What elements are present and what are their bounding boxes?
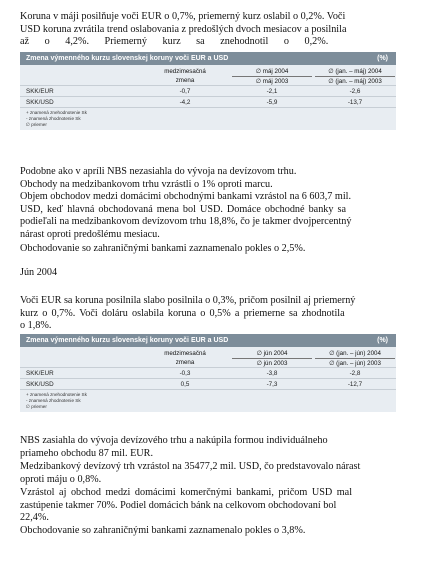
paragraph-may-intro: [20, 11, 396, 49]
header-line: ∅ (jan. – jún) 2004: [315, 349, 395, 359]
paragraph-june-volume: [20, 461, 396, 486]
row-label: SKK/USD: [26, 381, 54, 388]
cell-avg-month: -7,3: [266, 381, 278, 388]
table-column-headers: [20, 347, 396, 367]
column-header-avg-month: [232, 349, 312, 368]
header-line: ∅ jún 2003: [256, 360, 288, 367]
text-line: nárast oproti predošlému mesiacu.: [20, 228, 160, 240]
text-line: Voči EUR sa koruna posilnila slabo posilnila o 0,3%, pričom posilnil aj priemerný: [20, 295, 356, 306]
header-line: zmena: [175, 77, 195, 84]
header-line: medzimesačná: [164, 68, 206, 75]
text-line: 22,4%.: [20, 512, 49, 524]
text-line: Obchody na medzibankovom trhu vzrástli o 1% oproti marcu.: [20, 178, 273, 190]
cell-avg-period: -2,6: [349, 88, 361, 95]
exchange-rate-table-may: [20, 52, 396, 130]
table-title-bar: [20, 52, 396, 65]
text-line: NBS zasiahla do vývoja devízového trhu a nakúpila formou individuálneho: [20, 435, 328, 446]
text-line: Medzibankový devízový trh vzrástol na 35477,2 mil. USD, čo predstavovalo nárast: [20, 461, 361, 472]
header-line: ∅ (jan. – máj) 2003: [328, 78, 382, 85]
note-line: + znamená znehodnotenie Sk: [26, 110, 87, 115]
table-row: [20, 85, 396, 96]
exchange-rate-table-june: [20, 334, 396, 412]
row-label: SKK/USD: [26, 99, 54, 106]
text-line: podieľali na medzibankovom devízovom trhu 18,8%, čo je takmer dvojpercentný: [20, 216, 352, 228]
cell-avg-period: -2,8: [349, 370, 361, 377]
note-line: ∅ priemer: [26, 122, 47, 127]
table-row: [20, 96, 396, 107]
table-row: [20, 378, 396, 389]
paragraph-may-nbs: [20, 166, 396, 191]
cell-avg-period: -12,7: [347, 381, 363, 388]
text-line: priameho obchodu 87 mil. EUR.: [20, 447, 153, 459]
header-line: medzimesačná: [164, 350, 206, 357]
table-notes: [20, 107, 396, 130]
text-line: Obchodovanie so zahraničnými bankami zaznamenalo pokles o 2,5%.: [20, 243, 306, 254]
header-line: zmena: [175, 359, 195, 366]
note-line: ∅ priemer: [26, 404, 47, 409]
text-line: oproti máju o 0,8%.: [20, 473, 102, 485]
text-line: Koruna v máji posilňuje voči EUR o 0,7%, priemerný kurz oslabil o 0,2%. Voči: [20, 11, 346, 22]
text-line: USD, keď hlavná obchodovaná mena bol USD. Domáce obchodné banky sa: [20, 203, 347, 215]
text-line: o 1,8%.: [20, 320, 52, 332]
table-unit: (%): [377, 55, 388, 62]
cell-monthly: -4,2: [179, 99, 191, 106]
cell-avg-month: -3,8: [266, 370, 278, 377]
text-line: zastúpenie takmer 70%. Podiel domácich bánk na celkovom obchodovaní bol: [20, 499, 337, 511]
column-header-monthly: [140, 67, 230, 85]
cell-avg-month: -5,9: [266, 99, 278, 106]
row-label: SKK/EUR: [26, 88, 54, 95]
table-row: [20, 367, 396, 378]
section-heading-june: Jún 2004: [20, 267, 58, 278]
header-line: ∅ máj 2004: [232, 67, 312, 77]
text-line: USD koruna zvrátila trend oslabovania z predošlých dvoch mesiacov a posilnila: [20, 23, 347, 35]
row-label: SKK/EUR: [26, 370, 54, 377]
header-line: ∅ jún 2004: [232, 349, 312, 359]
note-line: + znamená znehodnotenie Sk: [26, 392, 87, 397]
table-unit: (%): [377, 337, 388, 344]
table-title: Zmena výmenného kurzu slovenskej koruny voči EUR a USD: [26, 337, 229, 344]
note-line: - znamená zhodnotenie Sk: [26, 116, 81, 121]
paragraph-may-foreign: [20, 243, 396, 256]
header-line: ∅ máj 2003: [255, 78, 289, 85]
paragraph-june-domestic: [20, 487, 396, 525]
note-line: - znamená zhodnotenie Sk: [26, 398, 81, 403]
text-line: Podobne ako v apríli NBS nezasiahla do vývoja na devízovom trhu.: [20, 166, 297, 177]
cell-avg-period: -13,7: [347, 99, 363, 106]
table-column-headers: [20, 65, 396, 85]
text-line: Objem obchodov medzi domácimi obchodnými bankami vzrástol na 6 603,7 mil.: [20, 191, 352, 202]
paragraph-june-intro: [20, 295, 396, 333]
text-line: kurz o 0,7%. Voči doláru oslabila koruna o 0,5% a priemerne sa zhodnotila: [20, 307, 345, 319]
paragraph-june-foreign: [20, 525, 396, 538]
paragraph-may-volume: [20, 191, 396, 241]
table-notes: [20, 389, 396, 412]
cell-monthly: -0,7: [179, 88, 191, 95]
text-line: až o 4,2%. Priemerný kurz sa znehodnotil o 0,2%.: [20, 36, 329, 48]
header-line: ∅ (jan. – jún) 2003: [329, 360, 381, 367]
text-line: Obchodovanie so zahraničnými bankami zaznamenalo pokles o 3,8%.: [20, 525, 306, 536]
column-header-avg-period: [315, 67, 395, 86]
table-title-bar: [20, 334, 396, 347]
paragraph-june-nbs: [20, 435, 396, 460]
column-header-avg-period: [315, 349, 395, 368]
column-header-monthly: [140, 349, 230, 367]
table-title: Zmena výmenného kurzu slovenskej koruny voči EUR a USD: [26, 55, 229, 62]
cell-monthly: 0,5: [180, 381, 190, 388]
cell-avg-month: -2,1: [266, 88, 278, 95]
header-line: ∅ (jan. – máj) 2004: [315, 67, 395, 77]
column-header-avg-month: [232, 67, 312, 86]
cell-monthly: -0,3: [179, 370, 191, 377]
text-line: Vzrástol aj obchod medzi domácimi komerčnými bankami, pričom USD mal: [20, 487, 353, 498]
